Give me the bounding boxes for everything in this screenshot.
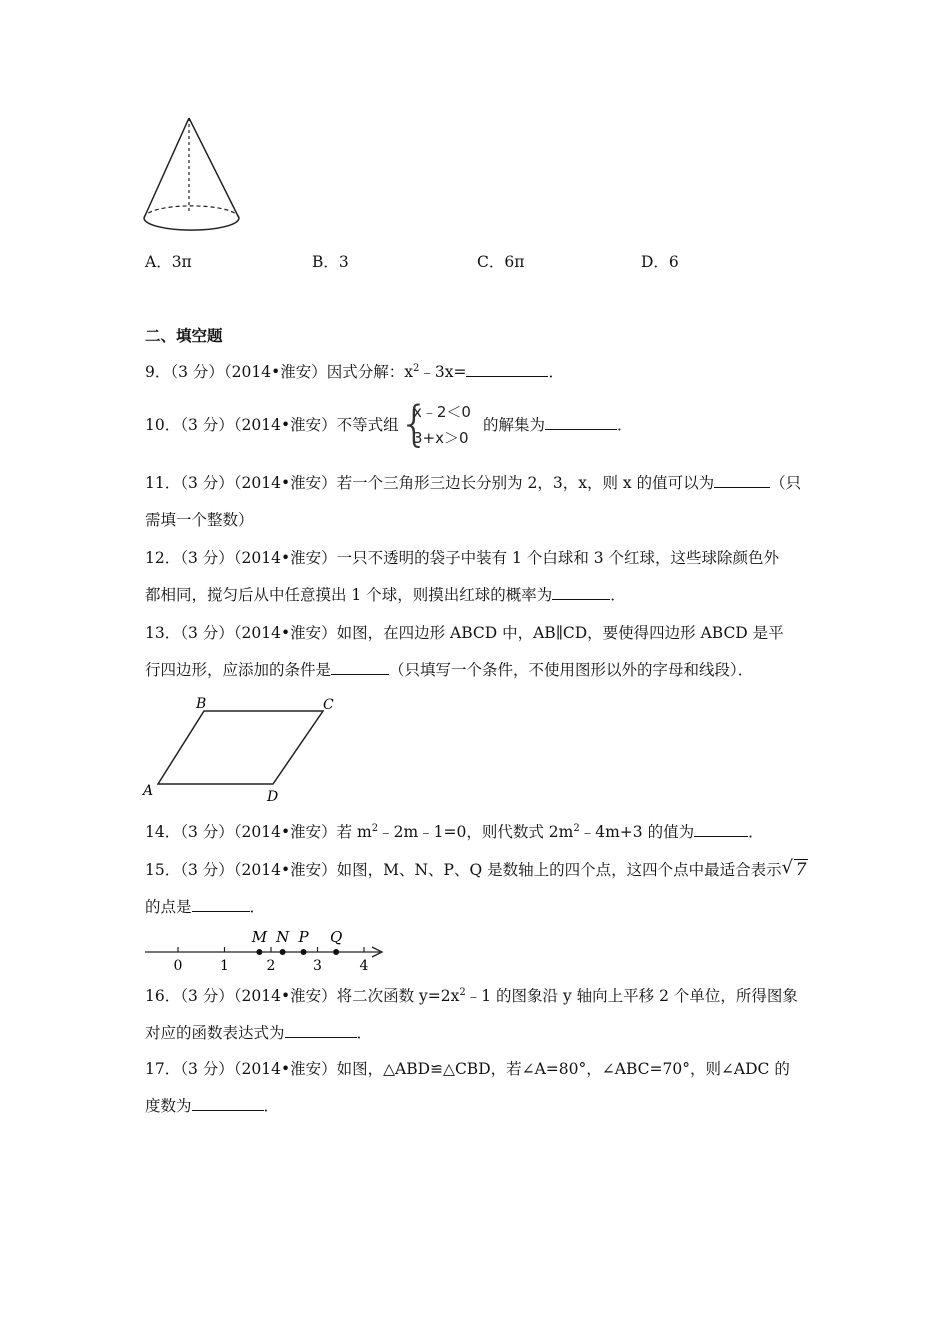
sqrt-symbol	[782, 860, 809, 880]
point-label-m: M	[251, 928, 268, 946]
label-d: D	[267, 789, 279, 805]
q17-end: ．	[263, 1097, 280, 1115]
q14-text: 14．（3 分）（2014•淮安）若 m	[145, 823, 372, 841]
q11-line1: 11．（3 分）（2014•淮安）若一个三角形三边长分别为 2，3，x，则 x 的值可以为	[145, 474, 715, 492]
point-label-q: Q	[329, 928, 343, 946]
point-p	[301, 949, 307, 955]
question-11-line2	[145, 510, 254, 530]
q14-sup1: 2	[371, 823, 379, 834]
q11-line1-end: （只	[770, 474, 802, 492]
question-13	[145, 623, 784, 643]
question-12-line2	[145, 585, 626, 605]
tick-label: 1	[220, 958, 229, 974]
answer-blank	[331, 660, 389, 675]
label-c: C	[323, 697, 334, 713]
question-13-line2	[145, 660, 753, 680]
q15-radicand: 7	[795, 860, 807, 880]
question-17-line2	[145, 1096, 279, 1116]
q17-line2: 度数为	[145, 1097, 192, 1115]
answer-blank	[545, 415, 617, 430]
q16-line2: 对应的函数表达式为	[145, 1024, 285, 1042]
point-n	[280, 949, 286, 955]
q15-end: ．	[249, 898, 266, 916]
point-label-p: P	[298, 928, 309, 946]
cone-figure	[140, 112, 245, 240]
q9-end: ．	[548, 363, 564, 381]
inequality-row-2: 3+x＞0	[413, 429, 469, 447]
q14-text2: ﹣2m﹣1=0，则代数式 2m	[378, 823, 574, 841]
q9-text2: ﹣3x=	[419, 363, 467, 381]
q13-line2: 行四边形，应添加的条件是	[145, 661, 332, 679]
choice-c: C．6π	[477, 253, 525, 271]
q13-line2-end: （只填写一个条件，不使用图形以外的字母和线段）．	[389, 661, 754, 679]
tick-label: 4	[359, 958, 369, 974]
answer-blank	[552, 585, 610, 600]
q11-line2: 需填一个整数）	[145, 511, 254, 529]
question-10-tail	[483, 415, 633, 435]
question-15-line2	[145, 897, 265, 917]
choice-b: B．3	[312, 253, 349, 271]
label-b: B	[196, 696, 207, 712]
point-q	[333, 949, 339, 955]
q13-line1: 13．（3 分）（2014•淮安）如图，在四边形 ABCD 中，AB∥CD，要使得四边形 ABCD 是平	[145, 624, 784, 642]
point-m	[256, 949, 262, 955]
q15-line1: 15．（3 分）（2014•淮安）如图，M、N、P、Q 是数轴上的四个点，这四个点中最适合表示	[145, 861, 782, 879]
answer-blank	[192, 1096, 264, 1111]
question-10	[145, 415, 399, 435]
brace-icon: {	[399, 396, 430, 452]
q10-text2: 的解集为	[483, 416, 546, 434]
choice-d: D．6	[641, 253, 679, 271]
q16-text: 16．（3 分）（2014•淮安）将二次函数 y=2x	[145, 987, 460, 1005]
inequality-row-1: x﹣2＜0	[413, 403, 471, 421]
q10-text: 10．（3 分）（2014•淮安）不等式组	[145, 416, 399, 434]
answer-blank	[466, 362, 548, 377]
tick-label: 0	[173, 958, 183, 974]
number-line-figure	[140, 922, 390, 976]
question-17	[145, 1059, 790, 1079]
question-16-line2	[145, 1023, 372, 1043]
q9-sup: 2	[412, 363, 420, 374]
answer-blank	[694, 822, 748, 837]
choice-a: A．3π	[145, 253, 192, 271]
q12-line2: 都相同，搅匀后从中任意摸出 1 个球，则摸出红球的概率为	[145, 586, 553, 604]
question-16	[145, 986, 798, 1006]
q17-line1: 17．（3 分）（2014•淮安）如图，△ABD≌△CBD，若∠A=80°，∠ABC=70°，则∠ADC 的	[145, 1060, 790, 1078]
q14-sup2: 2	[573, 823, 580, 834]
inequality-system	[399, 396, 489, 452]
section-title: 二、填空题	[145, 327, 223, 345]
q16-text2: ﹣1 的图象沿 y 轴向上平移 2 个单位，所得图象	[465, 987, 798, 1005]
q15-line2: 的点是	[145, 898, 192, 916]
tick-label: 3	[313, 958, 322, 974]
question-15	[145, 860, 808, 880]
q10-end: ．	[617, 416, 633, 434]
answer-blank	[714, 473, 770, 488]
label-a: A	[143, 783, 154, 799]
q16-end: ．	[356, 1024, 373, 1042]
q14-text3: ﹣4m+3 的值为	[579, 823, 695, 841]
q16-sup: 2	[459, 987, 466, 998]
question-11	[145, 473, 801, 493]
question-9	[145, 362, 564, 382]
point-label-n: N	[276, 928, 290, 946]
q9-text: 9．（3 分）（2014•淮安）因式分解：x	[145, 363, 413, 381]
q12-end: ．	[610, 586, 626, 604]
question-14	[145, 822, 764, 842]
tick-label: 2	[266, 958, 276, 974]
q12-line1: 12．（3 分）（2014•淮安）一只不透明的袋子中装有 1 个白球和 3 个红球，这些球除颜色外	[145, 549, 780, 567]
answer-blank	[285, 1023, 357, 1038]
answer-blank	[192, 897, 250, 912]
question-12	[145, 548, 779, 568]
parallelogram-figure	[140, 695, 350, 807]
q14-end: ．	[748, 823, 764, 841]
